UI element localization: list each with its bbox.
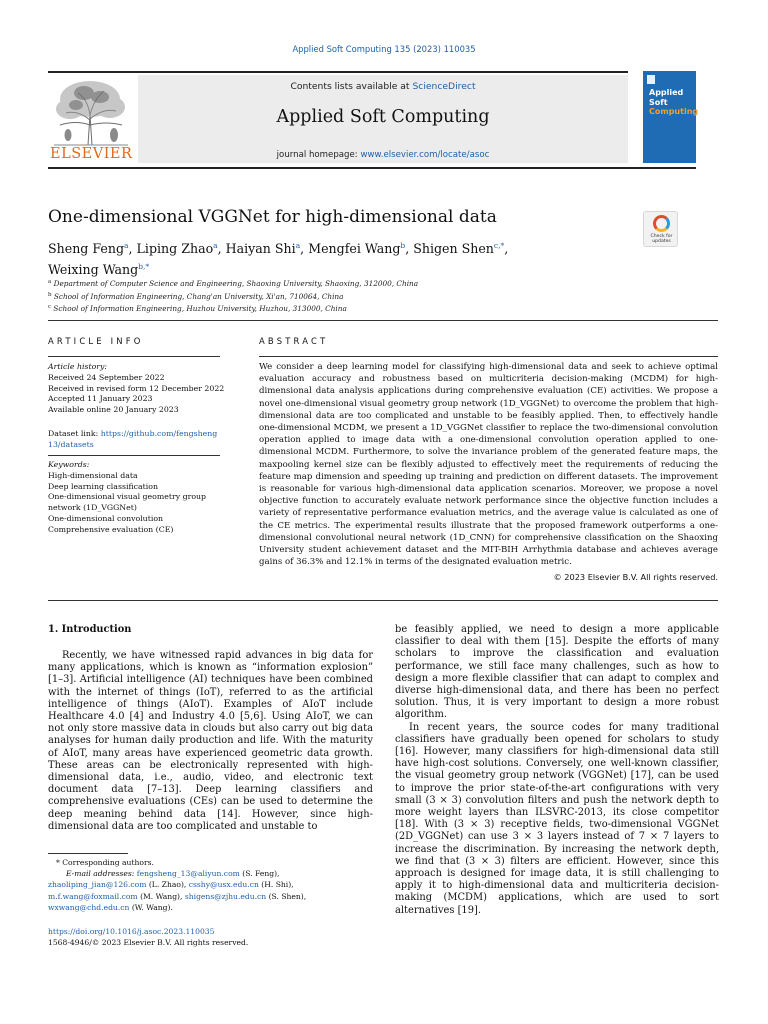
contents-prefix: Contents lists available at (290, 81, 413, 92)
email-link[interactable]: m.f.wang@foxmail.com (48, 891, 138, 901)
dataset-link[interactable]: https://github.com/fengsheng (100, 429, 218, 438)
elsevier-logo[interactable] (48, 75, 134, 163)
author-name[interactable]: Shigen Shen (413, 241, 494, 256)
journal-title: Applied Soft Computing (276, 107, 490, 127)
doi-link[interactable]: https://doi.org/10.1016/j.asoc.2023.110035 (48, 927, 215, 936)
journal-masthead (48, 71, 699, 166)
email-line: wxwang@chd.edu.cn (W. Wang). (48, 902, 173, 912)
email-label: E-mail addresses: (66, 869, 135, 879)
email-line: zhaoliping_jian@126.com (L. Zhao), csshy@usx.edu.cn (H. Shi), (48, 880, 294, 890)
cover-logo-icon (647, 75, 655, 84)
cover-title: Applied Soft Computing (649, 88, 699, 116)
masthead-bottom-rule (48, 167, 696, 169)
keywords-block (48, 460, 226, 536)
abstract-bottom-divider (48, 600, 718, 601)
intro-paragraph-1: Recently, we have witnessed rapid advances in big data for many applications, which is known as “information explosion” [1–3]. Artificial intelligence (AI) techniques have been combined with the internet of things (IoT), referred to as the artificial intelligence of things (AIoT). Examples of AIoT include Healthcare 4.0 [4] and Industry 4.0 [5,6]. Using AIoT, we can not only store massive data in clouds but also carry out big data analyses for human daily production and life. With the maturity of AIoT, many areas have experienced geometric data growth. These areas can be electronically represented with high-dimensional data, i.e., audio, video, and electronic text document data [7–13]. Deep learning classifiers and comprehensive evaluations (CEs) can be used to determine the deep meaning behind data [14]. However, since high-dimensional data are too complicated and unstable to (48, 650, 373, 832)
dataset-link-cont[interactable]: 13/datasets (48, 439, 94, 449)
issn-line: 1568-4946/© 2023 Elsevier B.V. All rights reserved. (48, 938, 249, 948)
homepage-link[interactable]: www.elsevier.com/locate/asoc (360, 150, 490, 160)
affiliations (48, 277, 608, 315)
section-heading-introduction: 1. Introduction (48, 624, 132, 635)
sciencedirect-link[interactable]: ScienceDirect (412, 81, 476, 92)
check-updates-label: Check for updates (650, 234, 673, 245)
body-column-left (48, 650, 373, 833)
email-link[interactable]: wxwang@chd.edu.cn (48, 902, 130, 912)
article-footer (48, 926, 378, 948)
elsevier-wordmark: ELSEVIER (50, 146, 133, 162)
keyword-item: One-dimensional convolution (48, 513, 164, 523)
article-history-label: Article history: (48, 362, 108, 371)
history-item: Received in revised form 12 December 2022 (48, 383, 225, 393)
keywords-rule (48, 455, 220, 456)
keywords-label: Keywords: (48, 460, 90, 469)
intro-paragraph-3: In recent years, the source codes for many traditional classifiers have gradually been opened for scholars to study [16]. However, many classifiers for high-dimensional data still have high-cost solutions. Conversely, one well-known classifier, the visual geometry group network (VGGNet) [17], can be used to improve the prior state-of-the-art configurations with very small (3 × 3) convolution filters and push the network depth to more weight layers than ILSVRC-2013, its close competitor [18]. With (3 × 3) receptive fields, two-dimensional VGGNet (2D_VGGNet) can use 3 × 3 layers instead of 7 × 7 layers to increase the discrimination. By increasing the network depth, we find that (3 × 3) filters are efficient. However, since this approach is designed for image data, it is still challenging to apply it to high-dimensional data and multicriteria decision-making (MCDM) applications, which are used to sort alternatives [19]. (395, 721, 719, 916)
author-name[interactable]: Mengfei Wang (308, 241, 401, 256)
elsevier-tree-icon (48, 75, 134, 147)
email-line: E-mail addresses: fengsheng_13@aliyun.com (S. Feng), (66, 869, 280, 879)
footnotes (48, 857, 378, 913)
check-updates-icon (653, 215, 670, 232)
author-name[interactable]: Haiyan Shi (225, 241, 296, 256)
body-column-right (395, 624, 719, 917)
keyword-item: High-dimensional data (48, 470, 138, 480)
author-list: Sheng Feng$^a$, Liping Zhao$^a$, Haiyan Shi$^a$, Mengfei Wang$^b$, Shigen Shen$^{c,*}$, Weixing Wang$^{b,*}$ (48, 241, 509, 277)
article-history (48, 362, 226, 416)
homepage-prefix: journal homepage: (276, 150, 361, 160)
affiliation-item: $^a$ Department of Computer Science and Engineering, Shaoxing University, Shaoxing, 312000, China (48, 279, 419, 288)
keyword-item: One-dimensional visual geometry group (48, 492, 207, 502)
abstract-rule (259, 356, 718, 357)
masthead-top-rule (48, 71, 628, 73)
journal-cover-thumbnail[interactable] (643, 71, 699, 163)
keyword-item: Deep learning classification (48, 481, 159, 491)
email-link[interactable]: csshy@usx.edu.cn (188, 880, 259, 890)
check-for-updates-button[interactable] (643, 211, 678, 247)
history-item: Received 24 September 2022 (48, 372, 165, 382)
author-name[interactable]: Weixing Wang (48, 262, 139, 277)
history-item: Accepted 11 January 2023 (48, 394, 153, 404)
header-divider (48, 320, 718, 321)
paper-title: One-dimensional VGGNet for high-dimensional data (48, 207, 497, 227)
author-name[interactable]: Sheng Feng (48, 241, 125, 256)
article-info-rule (48, 356, 220, 357)
affiliation-item: $^b$ School of Information Engineering, Chang'an University, Xi'an, 710064, China (48, 291, 344, 301)
article-info-heading: ARTICLE INFO (48, 336, 144, 346)
contents-line (138, 81, 628, 92)
email-link[interactable]: shigens@zjhu.edu.cn (184, 891, 267, 901)
keyword-item: Comprehensive evaluation (CE) (48, 524, 174, 534)
dataset-label: Dataset link: (48, 429, 101, 438)
intro-paragraph-2: be feasibly applied, we need to design a more applicable classifier to deal with them [15]. Despite the efforts of many scholars to improve the classification and evaluation performance, we still face many challenges, such as how to design a more flexible classifier that can adapt to complex and diverse high-dimensional data, and there has been no perfect solution. Thus, it is very important to design a more robust algorithm. (395, 624, 719, 721)
abstract-copyright: © 2023 Elsevier B.V. All rights reserved. (553, 572, 718, 582)
author-name[interactable]: Liping Zhao (136, 241, 214, 256)
email-link[interactable]: zhaoliping_jian@126.com (48, 880, 147, 890)
keyword-item: network (1D_VGGNet) (48, 503, 137, 513)
dataset-link-block (48, 429, 226, 451)
affiliation-item: $^c$ School of Information Engineering, Huzhou University, Huzhou, 313000, China (48, 304, 347, 313)
footnote-rule (48, 853, 128, 854)
journal-citation-link[interactable]: Applied Soft Computing 135 (2023) 110035 (292, 44, 476, 54)
email-link[interactable]: fengsheng_13@aliyun.com (136, 869, 240, 879)
corresponding-author-note: * Corresponding authors. (56, 858, 154, 867)
abstract-text: We consider a deep learning model for classifying high-dimensional data and seek to achieve optimal evaluation accuracy and robustness based on multicriteria decision-making (MCDM) for high-dimensional data analysis applications during comprehensive evaluation (CE) activities. We propose a novel one-dimensional visual geometry group network (1D_VGGNet) to overcome the problem that high-dimensional data are too complicated and unstable to be feasibly applied. Then, to effectively handle one-dimensional MCDM, we present a 1D_VGGNet classifier to replace the two-dimensional convolution operation applied to image data with a one-dimensional convolution operation applied to one-dimensional MCDM. Furthermore, to solve the invariance problem of the generated feature maps, the maxpooling kernel size can be flexibly adjusted to effectively meet the requirements of reducing the feature map dimension and speeding up training and prediction on different datasets. The improvement is reasonable for various high-dimensional data application scenarios. Moreover, we propose a novel objective function to accurately evaluate network performance since the objective function includes a variety of representative performance evaluation metrics, and the average value is calculated as one of the CE metrics. The experimental results illustrate that the proposed framework outperforms a one-dimensional convolutional neural network (1D_CNN) for comprehensive classification on the Shaoxing University student achievement dataset and the MIT-BIH Arrhythmia database and achieves average gains of 36.3% and 12.1% in terms of the designated evaluation metric. (259, 362, 718, 568)
email-line: m.f.wang@foxmail.com (M. Wang), shigens@zjhu.edu.cn (S. Shen), (48, 891, 307, 901)
history-item: Available online 20 January 2023 (48, 405, 179, 415)
abstract-heading: ABSTRACT (259, 336, 329, 346)
journal-homepage (138, 150, 628, 160)
